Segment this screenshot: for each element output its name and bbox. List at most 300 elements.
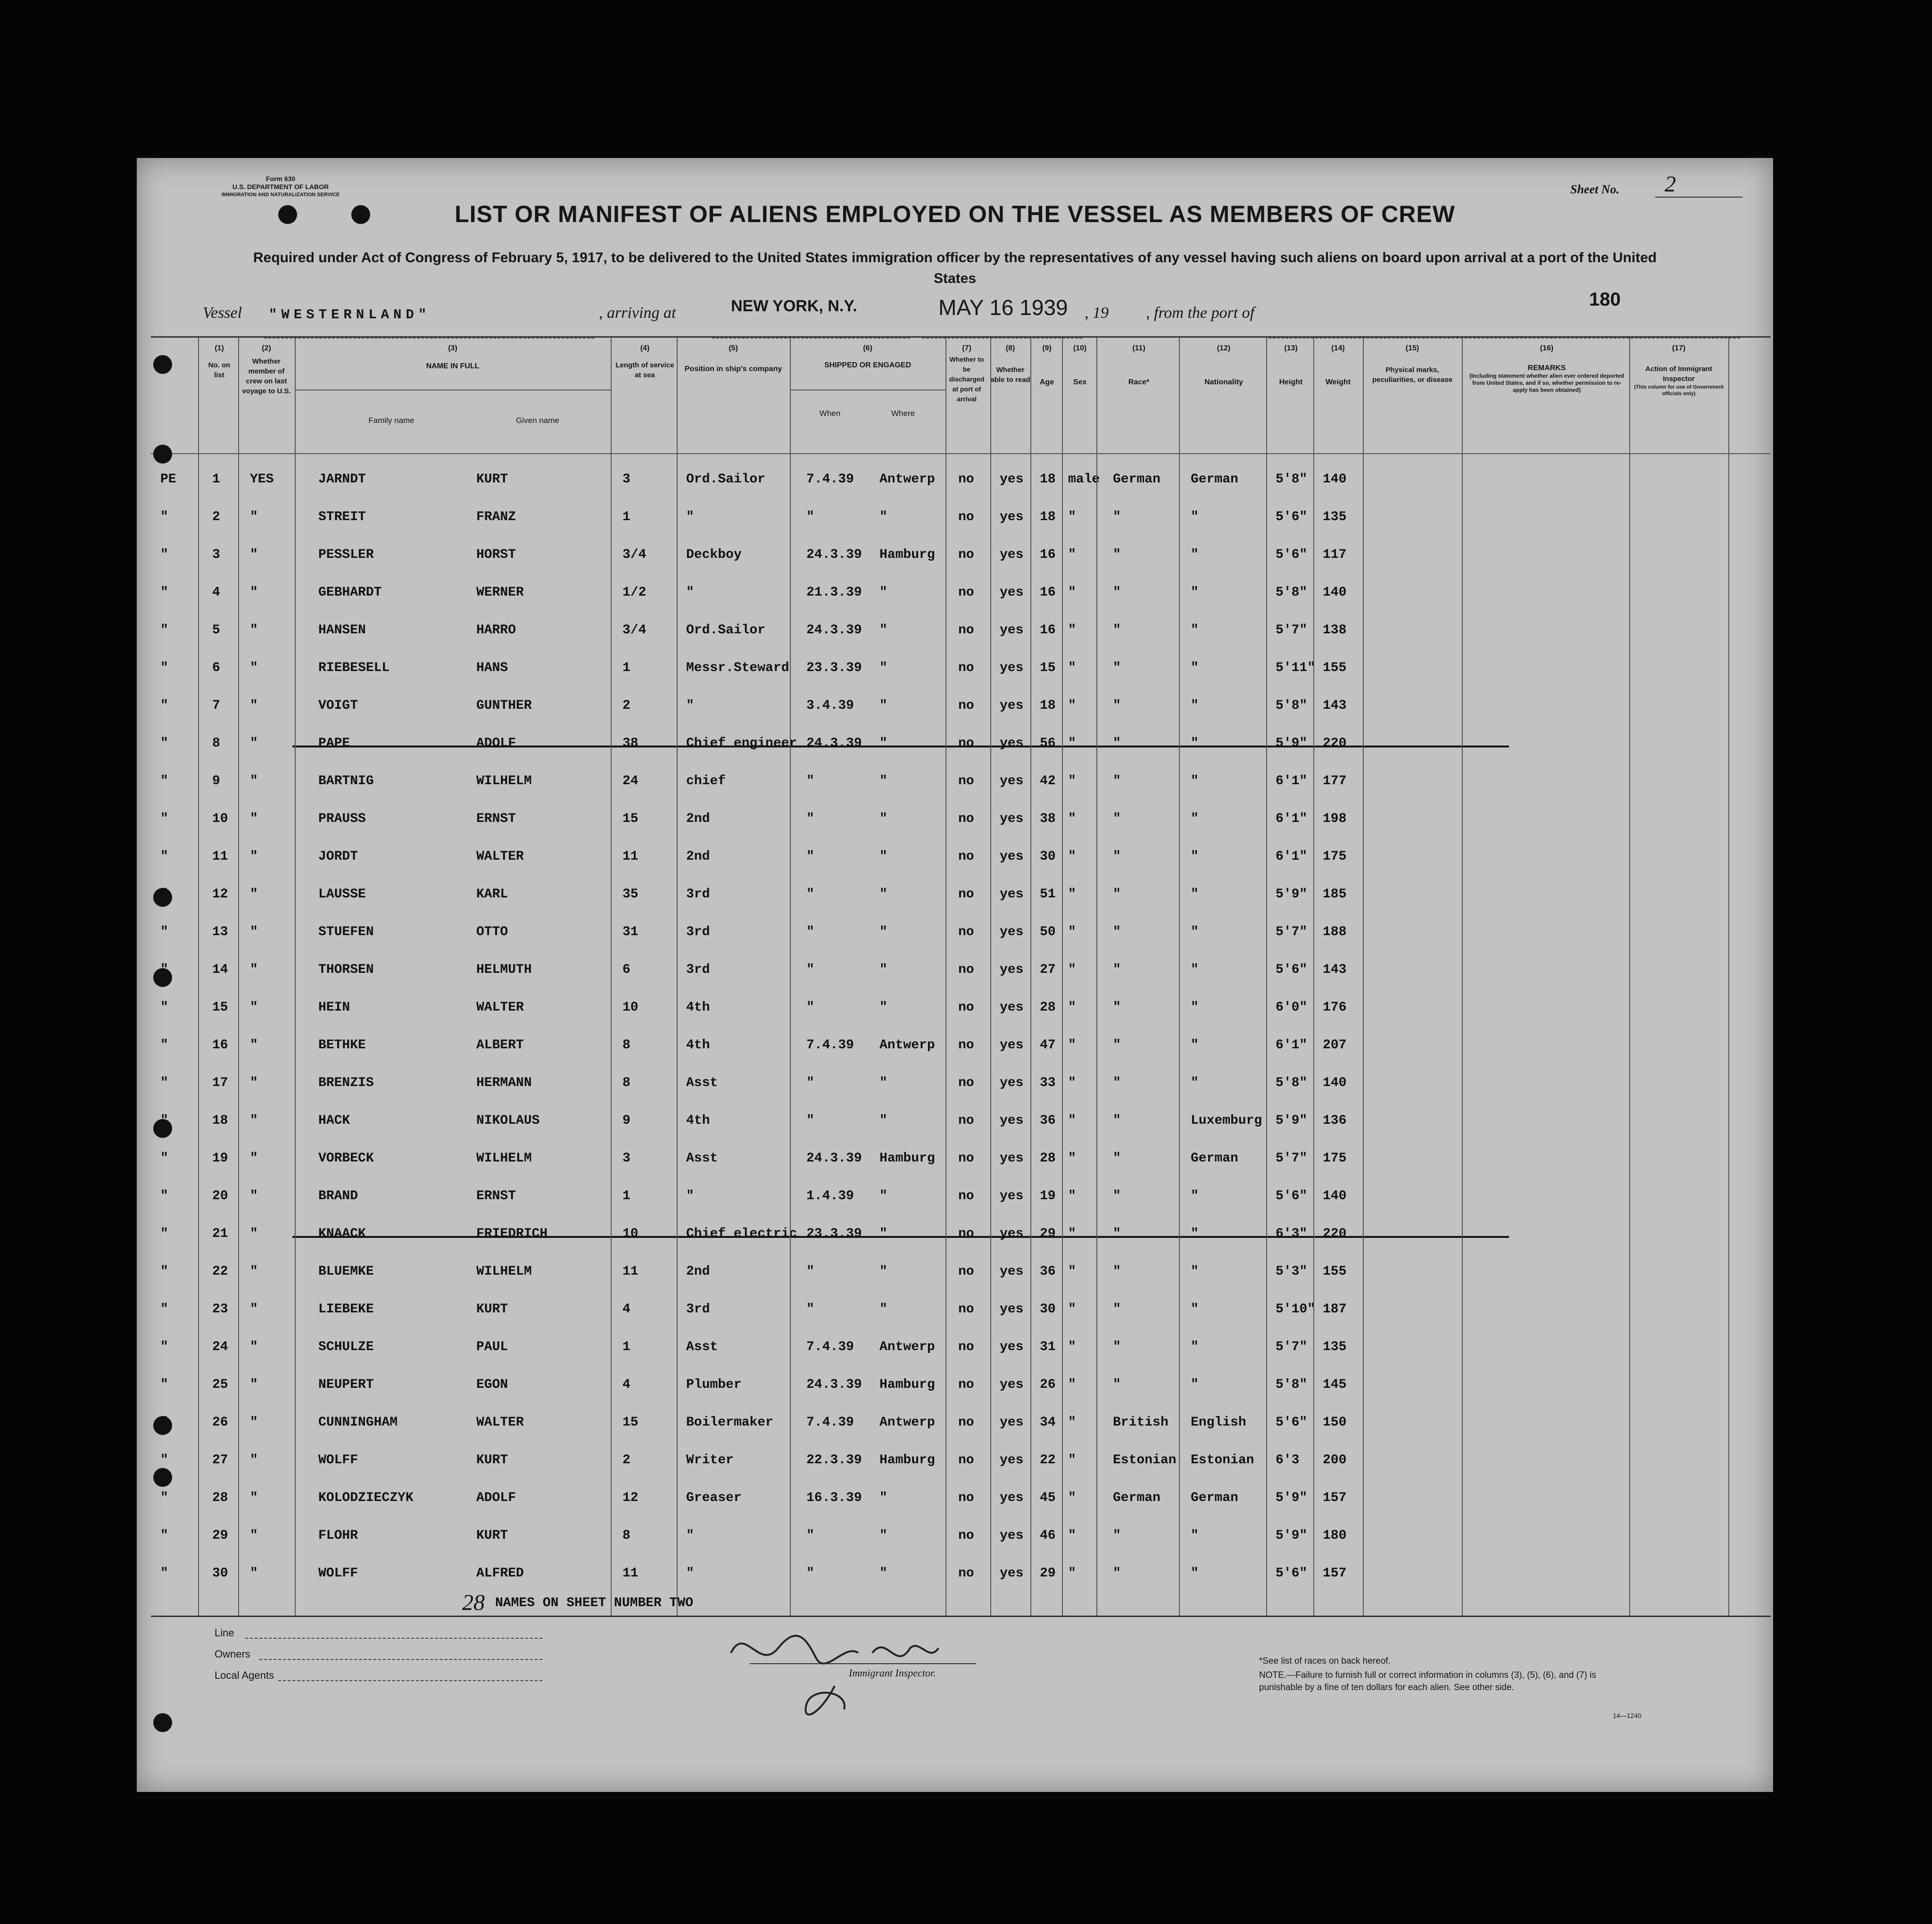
row-race: ": [1113, 736, 1121, 751]
row-race: ": [1113, 887, 1121, 902]
row-sex: ": [1068, 1076, 1076, 1090]
row-discharged: no: [958, 510, 974, 524]
row-age: 18: [1040, 698, 1056, 713]
row-position: Asst: [686, 1076, 718, 1090]
row-position: Asst: [686, 1151, 718, 1166]
row-shipped-where: ": [879, 887, 887, 902]
row-shipped-when: 24.3.39: [806, 1151, 862, 1166]
row-age: 19: [1040, 1189, 1056, 1203]
row-weight: 145: [1323, 1377, 1347, 1392]
row-family-name: KOLODZIECZYK: [318, 1491, 414, 1505]
col-header-17: (17) Action of Immigrant Inspector (This column for use of Government officials only): [1634, 344, 1724, 397]
row-able-to-read: yes: [1000, 1113, 1024, 1128]
row-nationality: ": [1191, 1038, 1199, 1053]
row-sex: ": [1068, 925, 1076, 939]
row-number: 27: [212, 1453, 228, 1468]
row-race: ": [1113, 1113, 1121, 1128]
row-sex: ": [1068, 623, 1076, 638]
row-sex: ": [1068, 1340, 1076, 1354]
row-mark: ": [160, 661, 168, 675]
row-shipped-when: 16.3.39: [806, 1491, 862, 1505]
row-previous-voyage: ": [250, 698, 258, 713]
row-age: 33: [1040, 1076, 1056, 1090]
row-position: Messr.Steward: [686, 661, 789, 675]
row-able-to-read: yes: [1000, 1340, 1024, 1354]
table-column-rule: [1462, 338, 1463, 1616]
row-weight: 185: [1323, 887, 1347, 902]
row-race: ": [1113, 547, 1121, 562]
row-family-name: FLOHR: [318, 1528, 358, 1543]
row-race: ": [1113, 661, 1121, 675]
row-mark: ": [160, 1528, 168, 1543]
row-position: Chief engineer: [686, 736, 797, 751]
row-age: 36: [1040, 1113, 1056, 1128]
row-height: 5'8": [1276, 1076, 1308, 1090]
col-header-15: (15) Physical marks, peculiarities, or disease: [1372, 344, 1453, 384]
row-family-name: HANSEN: [318, 623, 366, 638]
row-shipped-where: ": [879, 1076, 887, 1090]
row-sex: ": [1068, 1038, 1076, 1053]
row-discharged: no: [958, 1528, 974, 1543]
row-shipped-where: ": [879, 1113, 887, 1128]
row-given-name: HORST: [476, 547, 516, 562]
row-given-name: KURT: [476, 1528, 508, 1543]
row-length-of-service: 11: [622, 1566, 638, 1581]
row-height: 6'0": [1276, 1000, 1308, 1015]
row-mark: ": [160, 925, 168, 939]
row-position: Ord.Sailor: [686, 472, 766, 487]
row-shipped-when: 24.3.39: [806, 547, 862, 562]
row-previous-voyage: ": [250, 1227, 258, 1241]
row-family-name: BRAND: [318, 1189, 358, 1203]
row-length-of-service: 2: [622, 1453, 630, 1468]
col-header-13: (13) Height: [1279, 344, 1303, 386]
row-race: ": [1113, 1227, 1121, 1241]
row-mark: ": [160, 1377, 168, 1392]
row-family-name: BLUEMKE: [318, 1264, 374, 1279]
row-nationality: ": [1191, 1528, 1199, 1543]
row-height: 5'3": [1276, 1264, 1308, 1279]
binder-hole: [153, 1416, 172, 1435]
row-number: 25: [212, 1377, 228, 1392]
row-shipped-where: ": [879, 1491, 887, 1505]
row-age: 56: [1040, 736, 1056, 751]
row-able-to-read: yes: [1000, 1528, 1024, 1543]
owners-field[interactable]: [259, 1659, 542, 1660]
row-number: 7: [212, 698, 220, 713]
row-mark: ": [160, 849, 168, 864]
row-discharged: no: [958, 661, 974, 675]
row-position: 4th: [686, 1038, 710, 1053]
row-race: ": [1113, 812, 1121, 826]
penalty-note: NOTE.—Failure to furnish full or correct information in columns (3), (5), (6), and (7) is punishable by a fine of ten dollars for each alien. See other side.: [1259, 1670, 1596, 1692]
row-previous-voyage: ": [250, 1491, 258, 1505]
row-family-name: STUEFEN: [318, 925, 374, 939]
row-age: 29: [1040, 1566, 1056, 1581]
row-race: British: [1113, 1415, 1169, 1430]
row-sex: ": [1068, 887, 1076, 902]
col-header-when: When: [819, 409, 841, 418]
row-family-name: GEBHARDT: [318, 585, 382, 600]
row-height: 5'6": [1276, 547, 1308, 562]
table-column-rule: [1313, 338, 1314, 1616]
row-height: 6'1": [1276, 849, 1308, 864]
inspector-signature-line: [750, 1663, 976, 1664]
form-number: Form 630: [265, 175, 296, 182]
local-agents-label: Local Agents: [215, 1669, 274, 1681]
binder-hole: [153, 1713, 172, 1732]
row-given-name: ALFRED: [476, 1566, 524, 1581]
row-discharged: no: [958, 774, 974, 788]
row-sex: ": [1068, 1566, 1076, 1581]
row-shipped-where: ": [879, 962, 887, 977]
row-age: 16: [1040, 547, 1056, 562]
page-subtitle: Required under Act of Congress of February 5, 1917, to be delivered to the United States immigration officer by the representatives of any vessel having such aliens on board upon arrival at a port of the United States: [253, 250, 1657, 286]
row-nationality: ": [1191, 1566, 1199, 1581]
row-weight: 207: [1323, 1038, 1347, 1053]
row-length-of-service: 38: [622, 736, 638, 751]
row-discharged: no: [958, 1491, 974, 1505]
row-length-of-service: 1: [622, 661, 630, 675]
row-shipped-where: ": [879, 1227, 887, 1241]
row-given-name: HELMUTH: [476, 962, 532, 977]
row-age: 16: [1040, 585, 1056, 600]
row-age: 36: [1040, 1264, 1056, 1279]
row-number: 11: [212, 849, 228, 864]
row-discharged: no: [958, 585, 974, 600]
row-number: 8: [212, 736, 220, 751]
row-race: ": [1113, 1377, 1121, 1392]
row-height: 6'3": [1276, 1227, 1308, 1241]
row-nationality: ": [1191, 1377, 1199, 1392]
row-length-of-service: 10: [622, 1227, 638, 1241]
row-given-name: FRIEDRICH: [476, 1227, 548, 1241]
row-able-to-read: yes: [1000, 1415, 1024, 1430]
row-previous-voyage: ": [250, 1453, 258, 1468]
row-shipped-where: Hamburg: [879, 1453, 935, 1468]
row-previous-voyage: ": [250, 774, 258, 788]
row-discharged: no: [958, 623, 974, 638]
row-mark: ": [160, 1000, 168, 1015]
page-title: LIST OR MANIFEST OF ALIENS EMPLOYED ON THE VESSEL AS MEMBERS OF CREW: [455, 201, 1455, 227]
row-position: 3rd: [686, 962, 710, 977]
row-nationality: ": [1191, 849, 1199, 864]
row-given-name: KURT: [476, 1302, 508, 1317]
row-height: 5'9": [1276, 1528, 1308, 1543]
row-age: 28: [1040, 1000, 1056, 1015]
row-position: Greaser: [686, 1491, 742, 1505]
row-mark: ": [160, 1264, 168, 1279]
strikethrough-line: [292, 1236, 1509, 1238]
row-able-to-read: yes: [1000, 1000, 1024, 1015]
row-shipped-where: ": [879, 585, 887, 600]
col-header-14: (14) Weight: [1325, 344, 1351, 386]
table-column-rule: [677, 338, 678, 1616]
row-nationality: ": [1191, 1000, 1199, 1015]
row-discharged: no: [958, 1415, 974, 1430]
row-age: 50: [1040, 925, 1056, 939]
row-height: 5'6": [1276, 1415, 1308, 1430]
row-position: Plumber: [686, 1377, 742, 1392]
row-given-name: WILHELM: [476, 774, 532, 788]
row-weight: 140: [1323, 585, 1347, 600]
row-shipped-when: ": [806, 1264, 814, 1279]
row-mark: ": [160, 1491, 168, 1505]
row-given-name: WALTER: [476, 1415, 524, 1430]
row-length-of-service: 3/4: [622, 623, 647, 638]
row-number: 28: [212, 1491, 228, 1505]
row-discharged: no: [958, 736, 974, 751]
row-position: 3rd: [686, 887, 710, 902]
row-nationality: German: [1191, 472, 1238, 487]
row-discharged: no: [958, 1151, 974, 1166]
row-nationality: ": [1191, 1189, 1199, 1203]
row-number: 30: [212, 1566, 228, 1581]
row-shipped-where: ": [879, 1000, 887, 1015]
row-weight: 143: [1323, 698, 1347, 713]
row-age: 51: [1040, 887, 1056, 902]
row-given-name: ADOLF: [476, 736, 516, 751]
row-able-to-read: yes: [1000, 1453, 1024, 1468]
row-sex: ": [1068, 698, 1076, 713]
row-shipped-when: ": [806, 1113, 814, 1128]
row-previous-voyage: ": [250, 1113, 258, 1128]
row-number: 23: [212, 1302, 228, 1317]
row-shipped-when: ": [806, 812, 814, 826]
col-header-9: (9) Age: [1039, 344, 1054, 386]
row-discharged: no: [958, 1113, 974, 1128]
row-length-of-service: 10: [622, 1000, 638, 1015]
row-shipped-where: Hamburg: [879, 547, 935, 562]
vessel-label: Vessel: [203, 304, 242, 322]
row-length-of-service: 1: [622, 510, 630, 524]
row-race: ": [1113, 849, 1121, 864]
row-race: Estonian: [1113, 1453, 1177, 1468]
row-position: ": [686, 510, 694, 524]
row-nationality: ": [1191, 698, 1199, 713]
row-nationality: ": [1191, 1302, 1199, 1317]
row-discharged: no: [958, 1000, 974, 1015]
row-weight: 135: [1323, 1340, 1347, 1354]
row-number: 1: [212, 472, 220, 487]
row-shipped-when: 7.4.39: [806, 472, 854, 487]
row-previous-voyage: ": [250, 1340, 258, 1354]
row-sex: ": [1068, 736, 1076, 751]
row-age: 30: [1040, 849, 1056, 864]
row-given-name: WILHELM: [476, 1151, 532, 1166]
row-length-of-service: 2: [622, 698, 630, 713]
row-previous-voyage: ": [250, 925, 258, 939]
row-able-to-read: yes: [1000, 661, 1024, 675]
row-height: 5'6": [1276, 1189, 1308, 1203]
row-nationality: English: [1191, 1415, 1246, 1430]
row-previous-voyage: ": [250, 1000, 258, 1015]
row-sex: ": [1068, 1528, 1076, 1543]
row-able-to-read: yes: [1000, 925, 1024, 939]
row-discharged: no: [958, 1076, 974, 1090]
row-sex: ": [1068, 1415, 1076, 1430]
row-weight: 175: [1323, 849, 1347, 864]
row-mark: ": [160, 1566, 168, 1581]
form-header: [203, 175, 358, 199]
row-age: 26: [1040, 1377, 1056, 1392]
row-age: 47: [1040, 1038, 1056, 1053]
row-shipped-when: ": [806, 962, 814, 977]
row-mark: ": [160, 547, 168, 562]
col-header-8: (8) Whether able to read: [990, 344, 1030, 384]
table-column-rule: [1062, 338, 1063, 1616]
row-able-to-read: yes: [1000, 698, 1024, 713]
row-shipped-when: ": [806, 1566, 814, 1581]
row-able-to-read: yes: [1000, 1566, 1024, 1581]
row-nationality: ": [1191, 661, 1199, 675]
col-header-family-name: Family name: [368, 416, 415, 425]
row-sex: ": [1068, 1227, 1076, 1241]
col-header-where: Where: [891, 409, 915, 418]
row-previous-voyage: ": [250, 1377, 258, 1392]
row-race: ": [1113, 623, 1121, 638]
row-height: 5'8": [1276, 585, 1308, 600]
row-number: 4: [212, 585, 220, 600]
row-able-to-read: yes: [1000, 1302, 1024, 1317]
row-number: 19: [212, 1151, 228, 1166]
row-position: Writer: [686, 1453, 734, 1468]
row-given-name: WALTER: [476, 1000, 524, 1015]
row-shipped-when: ": [806, 510, 814, 524]
row-height: 6'3: [1276, 1453, 1300, 1468]
row-shipped-when: ": [806, 1528, 814, 1543]
row-previous-voyage: ": [250, 887, 258, 902]
row-position: ": [686, 1566, 694, 1581]
row-nationality: ": [1191, 623, 1199, 638]
table-column-rule: [990, 338, 991, 1616]
row-number: 29: [212, 1528, 228, 1543]
row-family-name: BETHKE: [318, 1038, 366, 1053]
row-number: 10: [212, 812, 228, 826]
row-shipped-when: 3.4.39: [806, 698, 854, 713]
col-header-5: (5) Position in ship's company: [684, 344, 782, 373]
row-given-name: EGON: [476, 1377, 508, 1392]
row-given-name: OTTO: [476, 925, 508, 939]
row-number: 9: [212, 774, 220, 788]
row-previous-voyage: ": [250, 1189, 258, 1203]
table-column-rule: [1728, 338, 1729, 1616]
row-previous-voyage: ": [250, 1566, 258, 1581]
row-able-to-read: yes: [1000, 1038, 1024, 1053]
table-column-rule: [611, 338, 612, 1616]
row-mark: ": [160, 1038, 168, 1053]
row-shipped-when: ": [806, 1302, 814, 1317]
row-nationality: ": [1191, 962, 1199, 977]
col-header-2: (2) Whether member of crew on last voyage to U.S.: [242, 344, 291, 395]
row-able-to-read: yes: [1000, 1491, 1024, 1505]
row-position: 4th: [686, 1113, 710, 1128]
row-position: 2nd: [686, 849, 710, 864]
row-shipped-where: Hamburg: [879, 1151, 935, 1166]
row-height: 6'1": [1276, 774, 1308, 788]
row-family-name: HEIN: [318, 1000, 350, 1015]
row-race: ": [1113, 510, 1121, 524]
row-length-of-service: 1: [622, 1189, 630, 1203]
local-agents-field[interactable]: [278, 1680, 542, 1681]
stamp-number: 180: [1589, 289, 1621, 310]
row-length-of-service: 35: [622, 887, 638, 902]
row-shipped-when: 24.3.39: [806, 736, 862, 751]
row-sex: ": [1068, 1302, 1076, 1317]
row-number: 5: [212, 623, 220, 638]
col-header-6: (6) SHIPPED OR ENGAGED: [824, 344, 912, 369]
row-weight: 188: [1323, 925, 1347, 939]
year-label: , 19: [1085, 304, 1109, 322]
row-able-to-read: yes: [1000, 1076, 1024, 1090]
row-mark: ": [160, 1302, 168, 1317]
row-discharged: no: [958, 925, 974, 939]
row-weight: 140: [1323, 1076, 1347, 1090]
row-discharged: no: [958, 962, 974, 977]
row-discharged: no: [958, 1377, 974, 1392]
row-position: chief: [686, 774, 726, 788]
row-shipped-where: ": [879, 774, 887, 788]
row-shipped-where: ": [879, 925, 887, 939]
row-weight: 157: [1323, 1491, 1347, 1505]
row-height: 5'8": [1276, 698, 1308, 713]
row-weight: 136: [1323, 1113, 1347, 1128]
row-weight: 157: [1323, 1566, 1347, 1581]
table-column-rule: [238, 338, 239, 1616]
row-height: 5'7": [1276, 925, 1308, 939]
binder-hole: [153, 968, 172, 987]
row-nationality: ": [1191, 1227, 1199, 1241]
col-header-11: (11) Race*: [1128, 344, 1150, 386]
row-sex: ": [1068, 1189, 1076, 1203]
row-shipped-where: ": [879, 812, 887, 826]
row-length-of-service: 1/2: [622, 585, 647, 600]
row-length-of-service: 11: [622, 849, 638, 864]
row-length-of-service: 31: [622, 925, 638, 939]
row-able-to-read: yes: [1000, 472, 1024, 487]
row-family-name: STREIT: [318, 510, 366, 524]
row-shipped-when: 22.3.39: [806, 1453, 862, 1468]
line-field[interactable]: [245, 1638, 542, 1639]
row-sex: ": [1068, 1113, 1076, 1128]
row-mark: ": [160, 698, 168, 713]
row-length-of-service: 8: [622, 1038, 630, 1053]
row-mark: ": [160, 1076, 168, 1090]
row-race: ": [1113, 1000, 1121, 1015]
row-nationality: Luxemburg: [1191, 1113, 1262, 1128]
row-given-name: KURT: [476, 1453, 508, 1468]
row-weight: 155: [1323, 1264, 1347, 1279]
row-race: ": [1113, 698, 1121, 713]
row-discharged: no: [958, 1227, 974, 1241]
row-age: 22: [1040, 1453, 1056, 1468]
row-discharged: no: [958, 812, 974, 826]
row-weight: 155: [1323, 661, 1347, 675]
row-weight: 143: [1323, 962, 1347, 977]
row-length-of-service: 4: [622, 1377, 630, 1392]
arriving-port: NEW YORK, N.Y.: [731, 297, 857, 315]
row-able-to-read: yes: [1000, 623, 1024, 638]
row-able-to-read: yes: [1000, 1264, 1024, 1279]
row-number: 14: [212, 962, 228, 977]
row-position: ": [686, 698, 694, 713]
row-nationality: ": [1191, 1264, 1199, 1279]
print-code: 14—1240: [1613, 1712, 1642, 1719]
row-nationality: ": [1191, 774, 1199, 788]
row-height: 5'8": [1276, 472, 1308, 487]
row-age: 16: [1040, 623, 1056, 638]
row-height: 5'6": [1276, 510, 1308, 524]
